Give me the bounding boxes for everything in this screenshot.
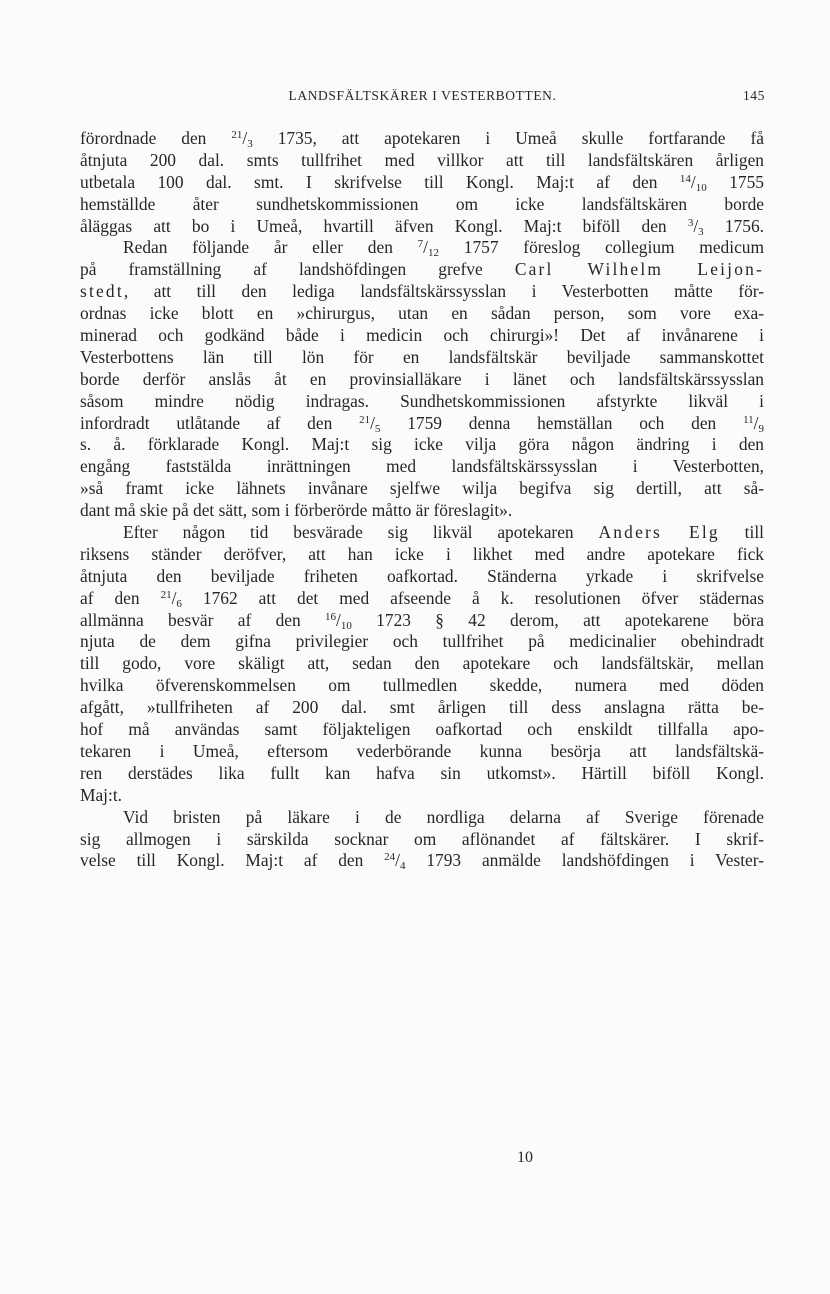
body-text: [80, 128, 764, 872]
person-name: Anders Elg: [598, 522, 720, 543]
text-line: åtnjuta den beviljade friheten oafkortad. Ständerna yrkade i skrifvelse: [80, 565, 764, 586]
text-line: utbetala 100 dal. smt. I skrifvelse till Kongl. Maj:t af den $^{14}/_{10}$ 1755: [80, 171, 764, 194]
text-line: på framställning af landshöfdingen grefve Carl Wilhelm Leijon-: [80, 259, 764, 280]
text-line: ren derstädes lika fullt kan hafva sin utkomst». Härtill biföll Kongl.: [80, 762, 764, 783]
text-line: riksens ständer deröfver, att han icke i likhet med andre apotekare fick: [80, 543, 764, 564]
text-line: dant må skie på det sätt, som i förberörde måtto är föreslagit».: [80, 500, 513, 521]
text-line: njuta de dem gifna privilegier och tullfrihet på medicinalier obehindradt: [80, 631, 764, 652]
text-line: af den $^{21}/_6$ 1762 att det med afseende å k. resolutionen öfver städernas: [80, 587, 764, 610]
text-line: s. å. förklarade Kongl. Maj:t sig icke vilja göra någon ändring i den: [80, 434, 764, 455]
text-line: »så framt icke lähnets invånare sjelfwe wilja begifva sig dertill, att så-: [80, 478, 764, 499]
text-line: velse till Kongl. Maj:t af den $^{24}/_4$ 1793 anmälde landshöfdingen i Vester-: [80, 850, 764, 873]
text-line: minerad och godkänd både i medicin och chirurgi»! Det af invånarene i: [80, 325, 764, 346]
person-name: stedt: [80, 281, 124, 302]
text-line: afgått, »tullfriheten af 200 dal. smt årligen till dess anslagna rätta be-: [80, 697, 764, 718]
text-line: engång faststälda inrättningen med landsfältskärssysslan i Vesterbotten,: [80, 456, 764, 477]
text-line: hemställde åter sundhetskommissionen om icke landsfältskären borde: [80, 193, 764, 214]
text-line: infordradt utlåtande af den $^{21}/_5$ 1759 denna hemställan och den $^{11}/_9$: [80, 412, 764, 435]
running-header: [80, 88, 765, 108]
text-line: hvilka öfverenskommelsen om tullmedlen skedde, numera med döden: [80, 675, 764, 696]
text-line: Vid bristen på läkare i de nordliga delarna af Sverige förenade: [123, 806, 764, 827]
text-line: stedt, att till den lediga landsfältskärssysslan i Vesterbotten måtte för-: [80, 281, 764, 302]
text-line: åtnjuta 200 dal. smts tullfrihet med villkor att till landsfältskären årligen: [80, 149, 764, 170]
text-line: Redan följande år eller den $^7/_{12}$ 1757 föreslog collegium medicum: [123, 237, 765, 260]
text-line: hof må användas samt följakteligen oafkortad och enskildt tillfalla apo-: [80, 719, 764, 740]
text-line: borde derför anslås åt en provinsialläkare i länet och landsfältskärssysslan: [80, 368, 764, 389]
page-number: 145: [742, 88, 765, 103]
header-title: LANDSFÄLTSKÄRER I VESTERBOTTEN.: [288, 88, 557, 103]
text-line: sig allmogen i särskilda socknar om aflönandet af fältskärer. I skrif-: [80, 828, 764, 849]
text-line: såsom mindre nödig indragas. Sundhetskommissionen afstyrkte likväl i: [80, 390, 764, 411]
signature-mark: 10: [517, 1149, 533, 1166]
text-line: till godo, vore skäligt att, sedan den apotekare och landsfältskär, mellan: [80, 653, 764, 674]
text-line: Maj:t.: [80, 784, 123, 805]
text-line: Efter någon tid besvärade sig likväl apotekaren Anders Elg till: [123, 522, 764, 543]
person-name: Carl Wilhelm Leijon-: [514, 259, 764, 280]
text-line: förordnade den $^{21}/_3$ 1735, att apotekaren i Umeå skulle fortfarande få: [80, 128, 765, 150]
text-line: tekaren i Umeå, eftersom vederbörande kunna besörja att landsfältskä-: [80, 740, 764, 761]
text-line: ordnas icke blott en »chirurgus, utan en sådan person, som vore exa-: [80, 303, 764, 324]
text-line: Vesterbottens län till lön för en landsfältskär beviljade sammanskottet: [80, 346, 764, 367]
text-line: allmänna besvär af den $^{16}/_{10}$ 1723 § 42 derom, att apotekarene böra: [80, 609, 764, 632]
text-line: åläggas att bo i Umeå, hvartill äfven Kongl. Maj:t biföll den $^3/_3$ 1756.: [80, 215, 764, 238]
